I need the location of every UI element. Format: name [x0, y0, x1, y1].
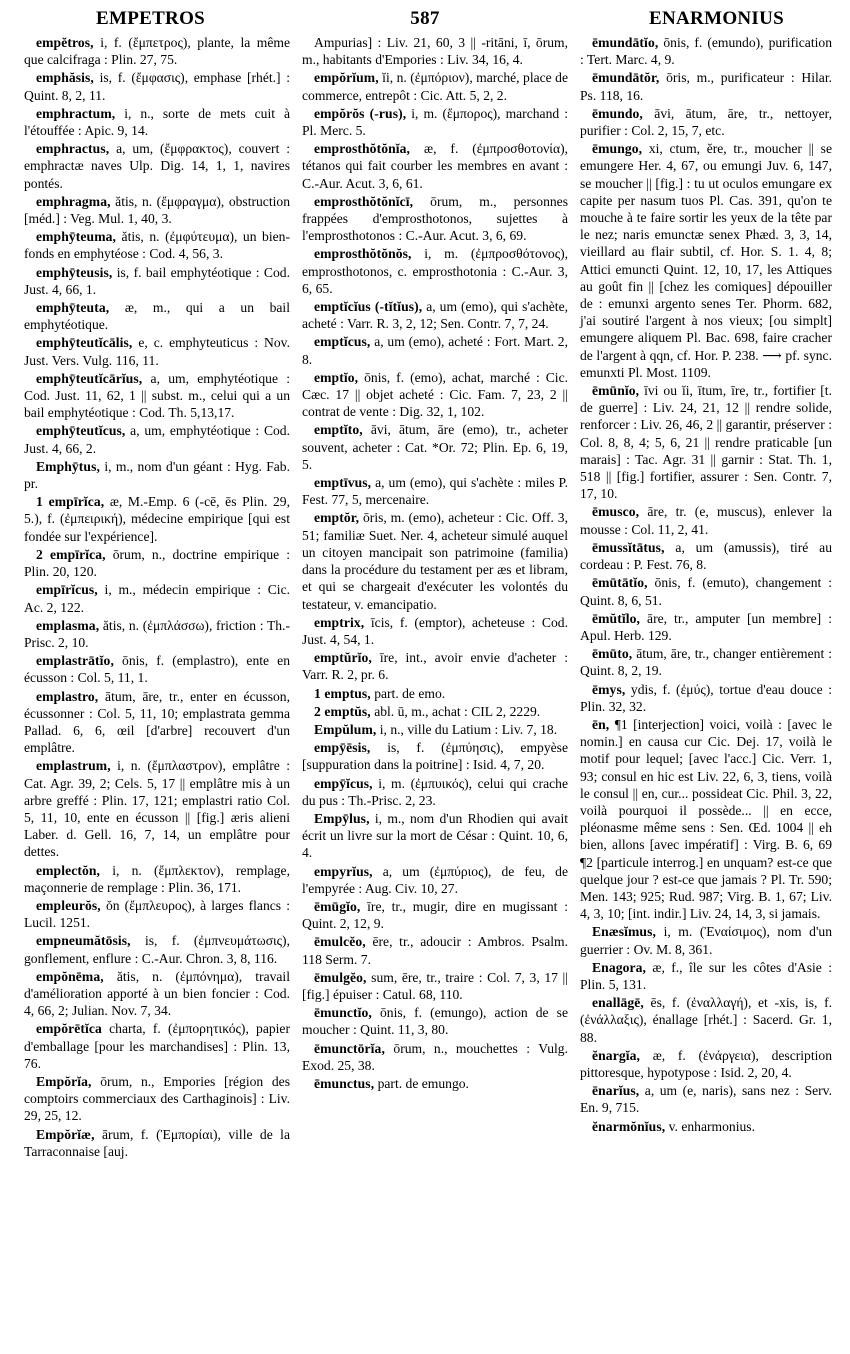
dictionary-entry [302, 775, 568, 809]
entry-headword: ēmūnĭo, [592, 383, 640, 399]
entry-definition: i, m., médecin empirique : Cic. Ac. 2, 122. [24, 582, 290, 615]
dictionary-entry [24, 458, 290, 492]
entry-headword: ēmunctĭo, [314, 1005, 372, 1021]
entry-definition: i, n. (ἔμπλεκτον), remplage, maçonnerie de remplage : Plin. 36, 171. [24, 862, 290, 895]
entry-headword: empĕtros, [36, 35, 94, 50]
dictionary-entry [24, 493, 290, 545]
dictionary-entry [24, 228, 290, 262]
dictionary-entry [580, 994, 832, 1046]
entry-headword: emphăsis, [36, 70, 94, 86]
entry-definition: a, um (amussis), tiré au cordeau : P. Fest. 76, 8. [580, 539, 832, 573]
entry-headword: 1 empīrĭca, [36, 494, 105, 510]
entry-headword: ēmunctōrĭa, [314, 1040, 385, 1056]
dictionary-entry [302, 333, 568, 367]
dictionary-entry [24, 334, 290, 368]
dictionary-entry [24, 546, 290, 580]
entry-headword: ēmulgĕo, [314, 969, 367, 985]
entry-definition: ōnis, f. (emo), achat, marché : Cic. Cæc. 17 || objet acheté : Cic. Fam. 7, 23, 2 || contrat de vente : Dig. 32, 1, 102. [302, 369, 569, 420]
entry-definition: is, f. (ἔμφασις), emphase [rhét.] : Quint. 8, 2, 11. [24, 70, 290, 103]
entry-definition: a, um (emo), qui s'achète, acheté : Varr. R. 3, 2, 12; Sen. Contr. 7, 7, 24. [302, 299, 569, 332]
entry-headword: emptŭrĭo, [314, 650, 372, 666]
dictionary-entry [24, 264, 290, 298]
entry-definition: a, um, (ἔμφρακτος), couvert : emphractæ naves Ulp. Dig. 14, 1, 1, navires pontés. [24, 141, 290, 191]
entry-headword: ēmungo, [592, 141, 643, 157]
dictionary-entry [580, 681, 832, 715]
entry-headword: emphȳteutĭcālis, [36, 335, 133, 351]
dictionary-entry [302, 703, 568, 720]
entry-definition: ēs, f. (ἐναλλαγή), et -xis, is, f. (ἐνάλλαξις), énallage [rhét.] : Sacerd. Gr. 1, 88. [580, 995, 832, 1045]
entry-definition: āvi, ātum, āre (emo), tr., acheter souvent, acheter : Cat. *Or. 72; Plin. Ep. 6, 19, 5. [302, 422, 568, 472]
entry-headword: ēmundātŏr, [592, 70, 660, 86]
dictionary-entry [24, 140, 290, 192]
dictionary-entry [24, 422, 290, 456]
entry-headword: ēmys, [592, 681, 626, 697]
entry-headword: emphractum, [36, 105, 116, 121]
entry-headword: ēnarĭus, [592, 1083, 640, 1099]
dictionary-entry [580, 503, 832, 537]
entry-headword: 1 emptus, [314, 685, 371, 701]
dictionary-entry [24, 652, 290, 686]
dictionary-entry [302, 721, 568, 738]
entry-definition: īre, tr., mugir, dire en mugissant : Quint. 2, 12, 9. [302, 898, 568, 932]
entry-definition: i, m. (ἔμπορος), marchand : Pl. Merc. 5. [302, 105, 568, 139]
dictionary-entry [580, 610, 832, 644]
entry-definition: a, um (ἐμπύριος), de feu, de l'empyrée : Aug. Civ. 10, 27. [302, 863, 568, 896]
entry-headword: emphȳteusis, [36, 264, 113, 280]
entry-headword: emphȳteuta, [36, 300, 110, 316]
entry-headword: emptrix, [314, 614, 365, 630]
running-head-right: ENARMONIUS [649, 8, 784, 29]
entry-definition: ōnis, f. (emundo), purification : Tert. Marc. 4, 9. [580, 35, 832, 68]
entry-definition: i, f. (ἔμπετρος), plante, la même que calcifraga : Plin. 27, 75. [24, 35, 290, 68]
entry-headword: emphȳteuma, [36, 229, 117, 245]
entry-headword: ēn, [592, 716, 610, 732]
entry-headword: empȳēsis, [314, 740, 371, 756]
entry-headword: empŏnēma, [36, 968, 104, 984]
entry-headword: emphȳteutĭcus, [36, 423, 126, 439]
entry-definition: īre, int., avoir envie d'acheter : Varr. R. 2, pr. 6. [302, 650, 568, 683]
entry-definition: is, f. bail emphytéotique : Cod. Just. 4, 66, 1. [24, 264, 290, 297]
dictionary-entry [580, 69, 832, 103]
entry-definition: i, m., nom d'un Rhodien qui avait écrit un livre sur la mort de César : Quint. 10, 6, 4. [302, 810, 569, 861]
dictionary-entry [302, 898, 568, 932]
page-number: 587 [410, 8, 440, 29]
entry-headword: empŏrĭum, [314, 70, 379, 86]
dictionary-entry [580, 34, 832, 68]
dictionary-entry [302, 140, 568, 192]
entry-definition: ātum, āre, tr., changer entièrement : Quint. 8, 2, 19. [580, 646, 832, 679]
entry-definition: i, n. (ἔμπλαστρον), emplâtre : Cat. Agr. 39, 2; Cels. 5, 17 || emplâtre mis à un arbre greffé : Plin. 17, 121; emplastri ratio Col. 5, 11, 10, ente en écusson || [fig.] æris alieni Laber. d. Gell. 16, 7, 14, un emplâtre pour dettes. [24, 758, 290, 860]
dictionary-entry [580, 923, 832, 957]
entry-headword: ēmulcĕo, [314, 934, 366, 950]
entry-definition: e, c. emphyteuticus : Nov. Just. Vers. Vulg. 116, 11. [24, 335, 290, 368]
dictionary-entry [302, 1075, 568, 1092]
dictionary-entry [24, 299, 290, 333]
entry-definition: ōnis, f. (emuto), changement : Quint. 8, 6, 51. [580, 575, 832, 608]
entry-definition: i, m. (ἐμπυικός), celui qui crache du pus : Th.-Prisc. 2, 23. [302, 775, 568, 808]
entry-headword: Enagora, [592, 959, 647, 975]
entry-definition: a, um, emphytéotique : Cod. Just. 4, 66, 2. [24, 423, 290, 456]
dictionary-entry [302, 69, 568, 103]
entry-headword: empŏrŏs (-rus), [314, 105, 407, 121]
dictionary-entry [302, 509, 568, 612]
dictionary-entry [580, 539, 832, 573]
entry-definition: īvi ou ĭi, ītum, īre, tr., fortifier [t. de guerre] : Liv. 24, 21, 12 || rendre solide, renforcer : Liv. 26, 46, 2 || garantir, préserver : Col. 8, 8, 4; 5, 6, 21 || rendre praticable [un marais] : Tac. Agr. 31 || garnir : Stat. Th. 1, 518 || [fig.] fortifier, assurer : Sen. Contr. 7, 17, 10. [580, 383, 832, 502]
entry-headword: ĕnarmŏnĭus, [592, 1118, 666, 1134]
dictionary-entry [302, 369, 568, 421]
dictionary-entry [24, 69, 290, 103]
entry-definition: i, m., nom d'un géant : Hyg. Fab. pr. [24, 458, 291, 492]
dictionary-entry [24, 1126, 290, 1160]
entry-definition: a, um (e, naris), sans nez : Serv. En. 9, 715. [580, 1083, 832, 1116]
entry-headword: enallāgē, [592, 995, 644, 1011]
column-2 [302, 34, 568, 1093]
dictionary-entry [302, 649, 568, 683]
entry-headword: empīrĭcus, [36, 582, 98, 598]
entry-definition: āre, tr. (e, muscus), enlever la mousse : Col. 11, 2, 41. [580, 504, 832, 537]
entry-headword: Empŏrĭa, [36, 1073, 92, 1089]
entry-headword: emprosthŏtŏnŏs, [314, 246, 412, 262]
dictionary-entry [302, 685, 568, 702]
dictionary-entry [24, 34, 290, 68]
entry-definition: ōris, m., purificateur : Hilar. Ps. 118, 16. [580, 70, 832, 103]
dictionary-entry [580, 959, 832, 993]
entry-headword: emphragma, [36, 193, 111, 209]
entry-definition: ătis, n. (ἐμφύτευμα), un bien-fonds en emphytéose : Cod. 4, 56, 3. [24, 229, 290, 262]
entry-definition: ōnis, f. (emplastro), ente en écusson : Col. 5, 11, 1. [24, 653, 290, 686]
entry-definition: ¶1 [interjection] voici, voilà : [avec le nomin.] en causa cur Cic. Dej. 17, voilà le motif pour lequel; [avec l'acc.] Cic. Verr. 1, 93; consul en hic est Liv. 22, 6, 3, tiens, voilà le consul || en, cur... possideat Cic. Phil. 3, 22, voilà pourquoi il possède... || en ecce, pléonasme même sens : Sen. Œd. 1004 || eh bien, allons [avec impératif] : Virg. B. 6, 69 ¶2 [particule interrog.] en unquam? est-ce que quelque jour ? est-ce que jamais ? Pl. Tr. 590; Men. 143; 925; Rud. 987; Virg. B. 1, 67; Liv. 4, 3, 10; [int. indir.] Liv. 24, 14, 3, si jamais. [580, 716, 832, 922]
entry-definition: ŏn (ἔμπλευρος), à larges flancs : Lucil. 1251. [24, 897, 290, 931]
entry-headword: emplastrātĭo, [36, 653, 114, 669]
dictionary-entry [302, 474, 568, 508]
dictionary-entry [302, 969, 568, 1003]
dictionary-entry [24, 581, 290, 615]
dictionary-entry [580, 716, 832, 922]
entry-headword: ēmunctus, [314, 1075, 375, 1091]
entry-definition: æ, M.-Emp. 6 (-cē, ēs Plin. 29, 5.), f. (ἐμπειρική), médecine empirique [qui est fondée sur l'expérience]. [24, 494, 290, 544]
entry-headword: empȳĭcus, [314, 775, 373, 791]
dictionary-entry [24, 757, 290, 860]
entry-definition: ōrum, n., Empories [région des comptoirs commerciaux des Carthaginois] : Liv. 29, 25, 12. [24, 1073, 290, 1124]
entry-definition: ătis, n. (ἐμπόνημα), travail d'amélioration apporté à un bien foncier : Cod. 4, 66, 2; Julian. Nov. 7, 34. [24, 968, 290, 1019]
dictionary-entry [302, 1040, 568, 1074]
entry-definition: æ, m., qui a un bail emphytéotique. [24, 300, 290, 333]
entry-headword: emptīvus, [314, 475, 372, 491]
entry-definition: a, um, emphytéotique : Cod. Just. 11, 62, 1 || subst. m., celui qui a un bail emphytéotique : Cod. Th. 5,13,17. [24, 370, 290, 421]
dictionary-entry [580, 1047, 832, 1081]
dictionary-entry [580, 1082, 832, 1116]
dictionary-entry [24, 932, 290, 966]
entry-definition: ōnis, f. (emungo), action de se moucher : Quint. 11, 3, 80. [302, 1005, 568, 1038]
column-1 [24, 34, 290, 1161]
entry-definition: æ, f. (ἐνάργεια), description pittoresque, hypotypose : Isid. 2, 20, 4. [580, 1047, 832, 1080]
entry-definition: is, f. (ἐμπνευμάτωσις), gonflement, enflure : C.-Aur. Chron. 3, 8, 116. [24, 933, 290, 966]
running-head-left: EMPETROS [96, 8, 206, 29]
entry-definition: ōrum, m., personnes frappées d'emprosthotonos, sujettes à l'emprosthotonos : C.-Aur. Acut. 3, 6, 69. [302, 193, 569, 244]
entry-headword: ēmusco, [592, 504, 640, 520]
column-3 [580, 34, 832, 1136]
entry-definition: sum, ēre, tr., traire : Col. 7, 3, 17 || [fig.] épuiser : Catul. 68, 110. [302, 969, 569, 1002]
entry-headword: Enæsĭmus, [592, 924, 656, 940]
entry-definition: ătis, n. (ἐμπλάσσω), friction : Th.-Prisc. 2, 10. [24, 617, 290, 650]
entry-headword: empŏrētĭca [36, 1021, 102, 1037]
entry-headword: emplectŏn, [36, 862, 101, 878]
dictionary-entry [580, 105, 832, 139]
entry-headword: emplasma, [36, 617, 100, 633]
entry-definition: āvi, ātum, āre, tr., nettoyer, purifier : Col. 2, 15, 7, etc. [580, 105, 832, 139]
entry-headword: ēmundātĭo, [592, 35, 659, 50]
dictionary-entry [580, 574, 832, 608]
entry-headword: ēmussĭtātus, [592, 539, 665, 555]
entry-headword: empleurŏs, [36, 897, 101, 913]
entry-definition: part. de emungo. [377, 1075, 469, 1091]
entry-headword: Emphȳtus, [36, 458, 100, 474]
dictionary-entry [24, 370, 290, 422]
dictionary-entry [302, 1004, 568, 1038]
entry-definition: charta, f. (ἐμπορητικός), papier d'emballage [pour les marchandises] : Plin. 13, 76. [24, 1021, 290, 1071]
entry-definition: part. de emo. [374, 685, 446, 701]
entry-definition: ătis, n. (ἔμφραγμα), obstruction [méd.] : Veg. Mul. 1, 40, 3. [24, 193, 290, 227]
entry-headword: emptĭcĭus (-tĭtĭus), [314, 299, 423, 315]
dictionary-entry [24, 688, 290, 757]
dictionary-entry [302, 193, 568, 245]
entry-definition: is, f. (ἐμπύησις), empyèse [suppuration dans la poitrine] : Isid. 4, 7, 20. [302, 740, 568, 773]
entry-definition: ōrum, n., mouchettes : Vulg. Exod. 25, 38. [302, 1040, 568, 1073]
dictionary-entry [24, 1020, 290, 1072]
entry-headword: emphractus, [36, 141, 110, 157]
entry-headword: Empŭlum, [314, 721, 377, 737]
entry-headword: emprosthŏtŏnĭa, [314, 141, 411, 157]
dictionary-entry [302, 863, 568, 897]
entry-headword: ēmūtātĭo, [592, 575, 648, 591]
entry-headword: ēmūto, [592, 646, 633, 662]
dictionary-entry [302, 245, 568, 297]
entry-headword: ēmundo, [592, 105, 643, 121]
entry-headword: ēmŭtĭlo, [592, 610, 640, 626]
dictionary-entry [302, 614, 568, 648]
dictionary-entry [580, 140, 832, 381]
dictionary-entry [24, 968, 290, 1020]
entry-headword: emphȳteutĭcārĭus, [36, 370, 143, 386]
entry-definition: āre, tr., amputer [un membre] : Apul. Herb. 129. [580, 610, 832, 643]
entry-definition: ōrum, n., doctrine empirique : Plin. 20, 120. [24, 546, 290, 580]
dictionary-entry [24, 105, 290, 139]
entry-headword: emprosthŏtŏnĭcī, [314, 193, 414, 209]
entry-definition: æ, f., île sur les côtes d'Asie : Plin. 5, 131. [580, 959, 832, 992]
entry-definition: i, n., sorte de mets cuit à l'étouffée : Apic. 9, 14. [24, 105, 290, 139]
entry-headword: Empȳlus, [314, 810, 370, 826]
entry-definition: ōris, m. (emo), acheteur : Cic. Off. 3, 51; familiæ Suet. Ner. 4, acheteur simulé auquel un citoyen mancipait son patrimoine (familia) dans la procédure du testament per æs et libram, et qui se chargeait d'exécuter les volontés du testateur, v. emancipatio. [302, 510, 568, 612]
entry-headword: emptŏr, [314, 510, 360, 526]
dictionary-entry [302, 34, 568, 68]
entry-definition: ĭi, n. (ἐμπόριον), marché, place de commerce, entrepôt : Cic. Att. 5, 2, 2. [302, 70, 568, 103]
entry-headword: ĕnargĭa, [592, 1047, 640, 1063]
dictionary-entry [24, 1073, 290, 1125]
entry-headword: Empŏrĭæ, [36, 1126, 95, 1142]
dictionary-entry [24, 862, 290, 896]
entry-definition: ārum, f. (Ἐμπορίαι), ville de la Tarraconnaise [auj. [24, 1126, 290, 1159]
entry-headword: empneumătōsis, [36, 933, 131, 949]
dictionary-entry [302, 933, 568, 967]
entry-definition: a, um (emo), acheté : Fort. Mart. 2, 8. [302, 334, 568, 367]
dictionary-entry [24, 897, 290, 931]
entry-definition: æ, f. (ἐμπροσθοτονία), tétanos qui fait courber les membres en avant : C.-Aur. Acut. 3, 6, 61. [302, 141, 568, 191]
dictionary-entry [302, 105, 568, 139]
entry-headword: 2 emptŭs, [314, 703, 371, 719]
dictionary-entry [302, 739, 568, 773]
entry-headword: ēmūgĭo, [314, 898, 361, 914]
dictionary-entry [302, 298, 568, 332]
entry-definition: Ampurias] : Liv. 21, 60, 3 || -ritāni, ī, ōrum, m., habitants d'Empories : Liv. 34, 16, 4. [302, 35, 568, 68]
entry-headword: emptĭo, [314, 369, 359, 385]
entry-definition: abl. ū, m., achat : CIL 2, 2229. [374, 703, 541, 719]
entry-definition: īcis, f. (emptor), acheteuse : Cod. Just. 4, 54, 1. [302, 614, 568, 647]
entry-definition: ydis, f. (ἐμύς), tortue d'eau douce : Plin. 32, 32. [580, 681, 832, 714]
entry-definition: xi, ctum, ĕre, tr., moucher || se emungere Her. 4, 67, ou emungi Juv. 6, 147, se moucher || [fig.] : tu ut oculos emungare ex capite per nasum tuos Pl. Cas. 391, qu'on te mouche à te faire sortir les yeux de la tête par le nez; naris emunctæ senex Phæd. 3, 3, 14, vieillard au flair subtil, cf. Hor. S. 1. 4, 8; Attici emuncti Quint. 12, 10, 17, les Attiques au goût fin || [chez les comiques] dépouiller de : emunxi argento senes Ter. Phorm. 682, j'ai soutiré l'argent à nos vieux; [ou simplt] emungere aliquem Pl. Bac. 698, faire cracher de l'argent à qqn, cf. Hor. P. 238. ⟶ pf. sync. emunxti Pl. Most. 1109. [580, 141, 833, 380]
entry-headword: 2 empīrĭca, [36, 546, 106, 562]
entry-headword: emplastro, [36, 688, 99, 704]
dictionary-entry [302, 810, 568, 862]
entry-headword: emptĭcus, [314, 334, 371, 350]
entry-headword: emplastrum, [36, 758, 111, 774]
entry-definition: ātum, āre, tr., enter en écusson, écussonner : Col. 5, 11, 10; emplastrata gemma Pallad. 6, 6, œil [d'arbre] recouvert d'un emplâtre. [24, 688, 290, 756]
dictionary-entry [580, 1118, 832, 1135]
entry-definition: i, m. (Ἐναίσιμος), nom d'un guerrier : Ov. M. 8, 361. [580, 924, 832, 957]
dictionary-entry [580, 645, 832, 679]
dictionary-entry [24, 617, 290, 651]
dictionary-entry [302, 421, 568, 473]
dictionary-entry [24, 193, 290, 227]
entry-definition: a, um (emo), qui s'achète : miles P. Fest. 77, 5, mercenaire. [302, 475, 568, 508]
entry-definition: v. enharmonius. [668, 1118, 755, 1134]
entry-definition: i, m. (ἐμπροσθότονος), emprosthotonos, c. emprosthotonia : C.-Aur. 3, 6, 65. [302, 246, 568, 296]
dictionary-entry [580, 382, 832, 502]
entry-definition: ēre, tr., adoucir : Ambros. Psalm. 118 Serm. 7. [302, 934, 568, 967]
entry-headword: empyrĭus, [314, 863, 373, 879]
entry-headword: emptĭto, [314, 422, 363, 438]
entry-definition: i, n., ville du Latium : Liv. 7, 18. [379, 721, 558, 737]
